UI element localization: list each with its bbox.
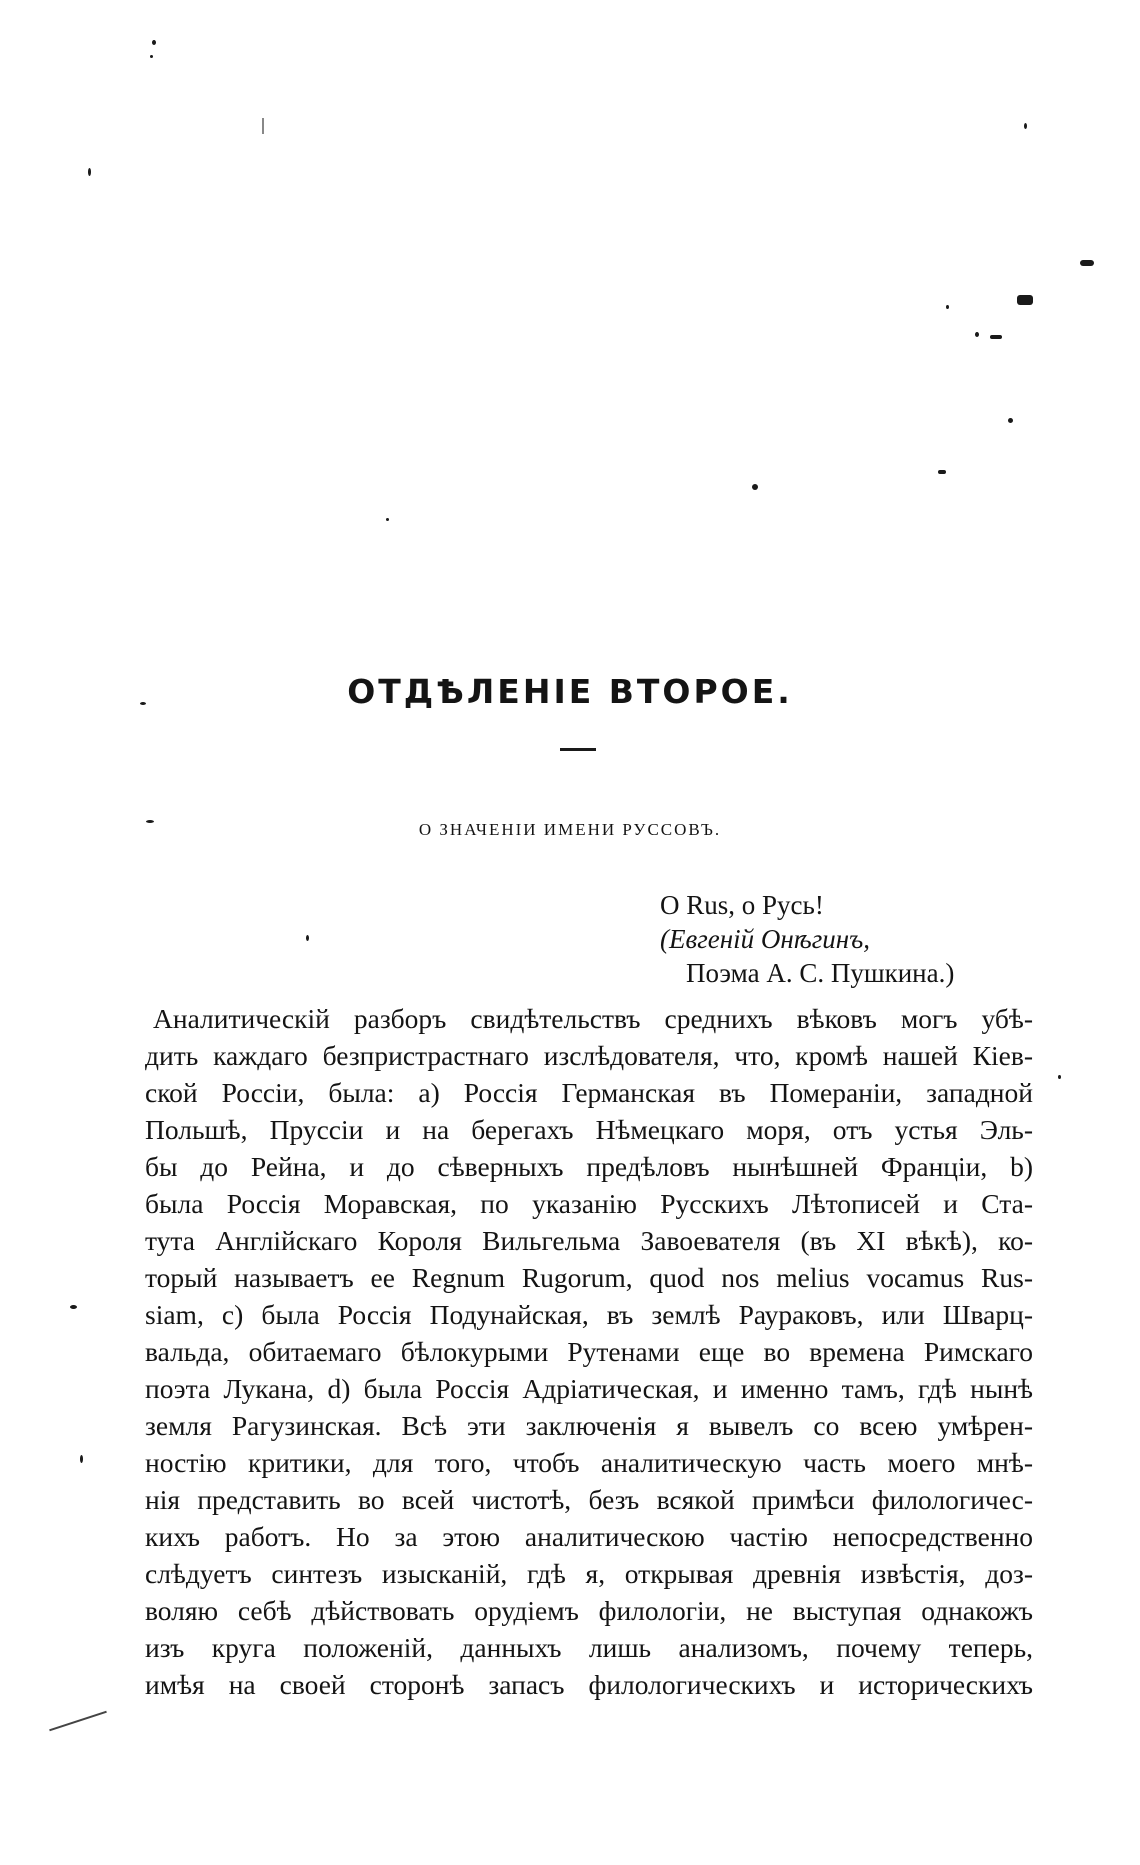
text-line: была Россія Моравская, по указанію Русскихъ Лѣтописей и Ста- bbox=[145, 1188, 1033, 1219]
text-line: тута Англійскаго Короля Вильгельма Завоевателя (въ XI вѣкѣ), ко- bbox=[145, 1225, 1033, 1256]
text-line: Аналитическій разборъ свидѣтельствъ среднихъ вѣковъ могъ убѣ- bbox=[153, 1003, 1033, 1034]
text-line: воляю себѣ дѣйствовать орудіемъ филологіи, не выступая однакожъ bbox=[145, 1595, 1033, 1626]
text-line: ской Россіи, была: a) Россія Германская въ Помераніи, западной bbox=[145, 1077, 1033, 1108]
scan-speck bbox=[150, 55, 153, 58]
scan-speck bbox=[990, 335, 1002, 339]
body-paragraph bbox=[145, 1000, 1033, 1703]
scan-speck bbox=[386, 518, 389, 521]
scan-speck bbox=[1058, 1075, 1061, 1079]
text-line: изъ круга положеній, данныхъ лишь анализомъ, почему теперь, bbox=[145, 1632, 1033, 1663]
section-heading: ОТДѢЛЕНІЕ ВТОРОЕ. bbox=[347, 672, 793, 712]
scan-speck bbox=[752, 484, 758, 490]
text-line: кихъ работъ. Но за этою аналитическою частію непосредственно bbox=[145, 1521, 1033, 1552]
text-line: ностію критики, для того, чтобъ аналитическую часть моего мнѣ- bbox=[145, 1447, 1033, 1478]
epigraph-source: (Евгеній Онѣгинъ, bbox=[660, 924, 870, 954]
scan-speck bbox=[1024, 123, 1027, 129]
scan-speck bbox=[70, 1305, 77, 1309]
text-line: имѣя на своей сторонѣ запасъ филологическихъ и историческихъ bbox=[145, 1669, 1033, 1700]
scan-speck bbox=[946, 305, 949, 309]
scan-speck bbox=[1080, 260, 1094, 266]
scan-speck bbox=[1017, 295, 1033, 305]
text-line: торый называетъ ее Regnum Rugorum, quod nos melius vocamus Rus- bbox=[145, 1262, 1033, 1293]
text-line: дить каждаго безпристрастнаго изслѣдователя, что, кромѣ нашей Кіев- bbox=[145, 1040, 1033, 1071]
section-subheading: О ЗНАЧЕНІИ ИМЕНИ РУССОВЪ. bbox=[418, 820, 722, 839]
scan-speck bbox=[152, 40, 156, 45]
text-line: слѣдуетъ синтезъ изысканій, гдѣ я, открывая древнія извѣстія, доз- bbox=[145, 1558, 1033, 1589]
epigraph-author: Поэма А. С. Пушкина.) bbox=[686, 958, 955, 988]
text-line: земля Рагузинская. Всѣ эти заключенія я вывелъ со всею умѣрен- bbox=[145, 1410, 1033, 1441]
heading-rule bbox=[560, 748, 596, 751]
epigraph bbox=[660, 888, 954, 990]
scan-speck bbox=[306, 935, 309, 941]
scan-speck bbox=[938, 470, 946, 474]
scan-speck bbox=[1008, 418, 1013, 423]
text-line: бы до Рейна, и до сѣверныхъ предѣловъ нынѣшней Франціи, b) bbox=[145, 1151, 1033, 1182]
text-line: Польшѣ, Пруссіи и на берегахъ Нѣмецкаго моря, отъ устья Эль- bbox=[145, 1114, 1033, 1145]
scan-speck bbox=[975, 332, 979, 337]
text-line: нія представить во всей чистотѣ, безъ всякой примѣси филологичес- bbox=[145, 1484, 1033, 1515]
epigraph-quote: O Rus, o Русь! bbox=[660, 890, 824, 920]
text-line: поэта Лукана, d) была Россія Адріатическая, и именно тамъ, гдѣ нынѣ bbox=[145, 1373, 1033, 1404]
scan-speck bbox=[49, 1711, 107, 1731]
text-line: siam, c) была Россія Подунайская, въ землѣ Раураковъ, или Шварц- bbox=[145, 1299, 1033, 1330]
scan-speck bbox=[88, 168, 91, 176]
scan-speck bbox=[262, 118, 264, 134]
text-line: вальда, обитаемаго бѣлокурыми Рутенами еще во времена Римскаго bbox=[145, 1336, 1033, 1367]
scan-speck bbox=[80, 1455, 83, 1463]
